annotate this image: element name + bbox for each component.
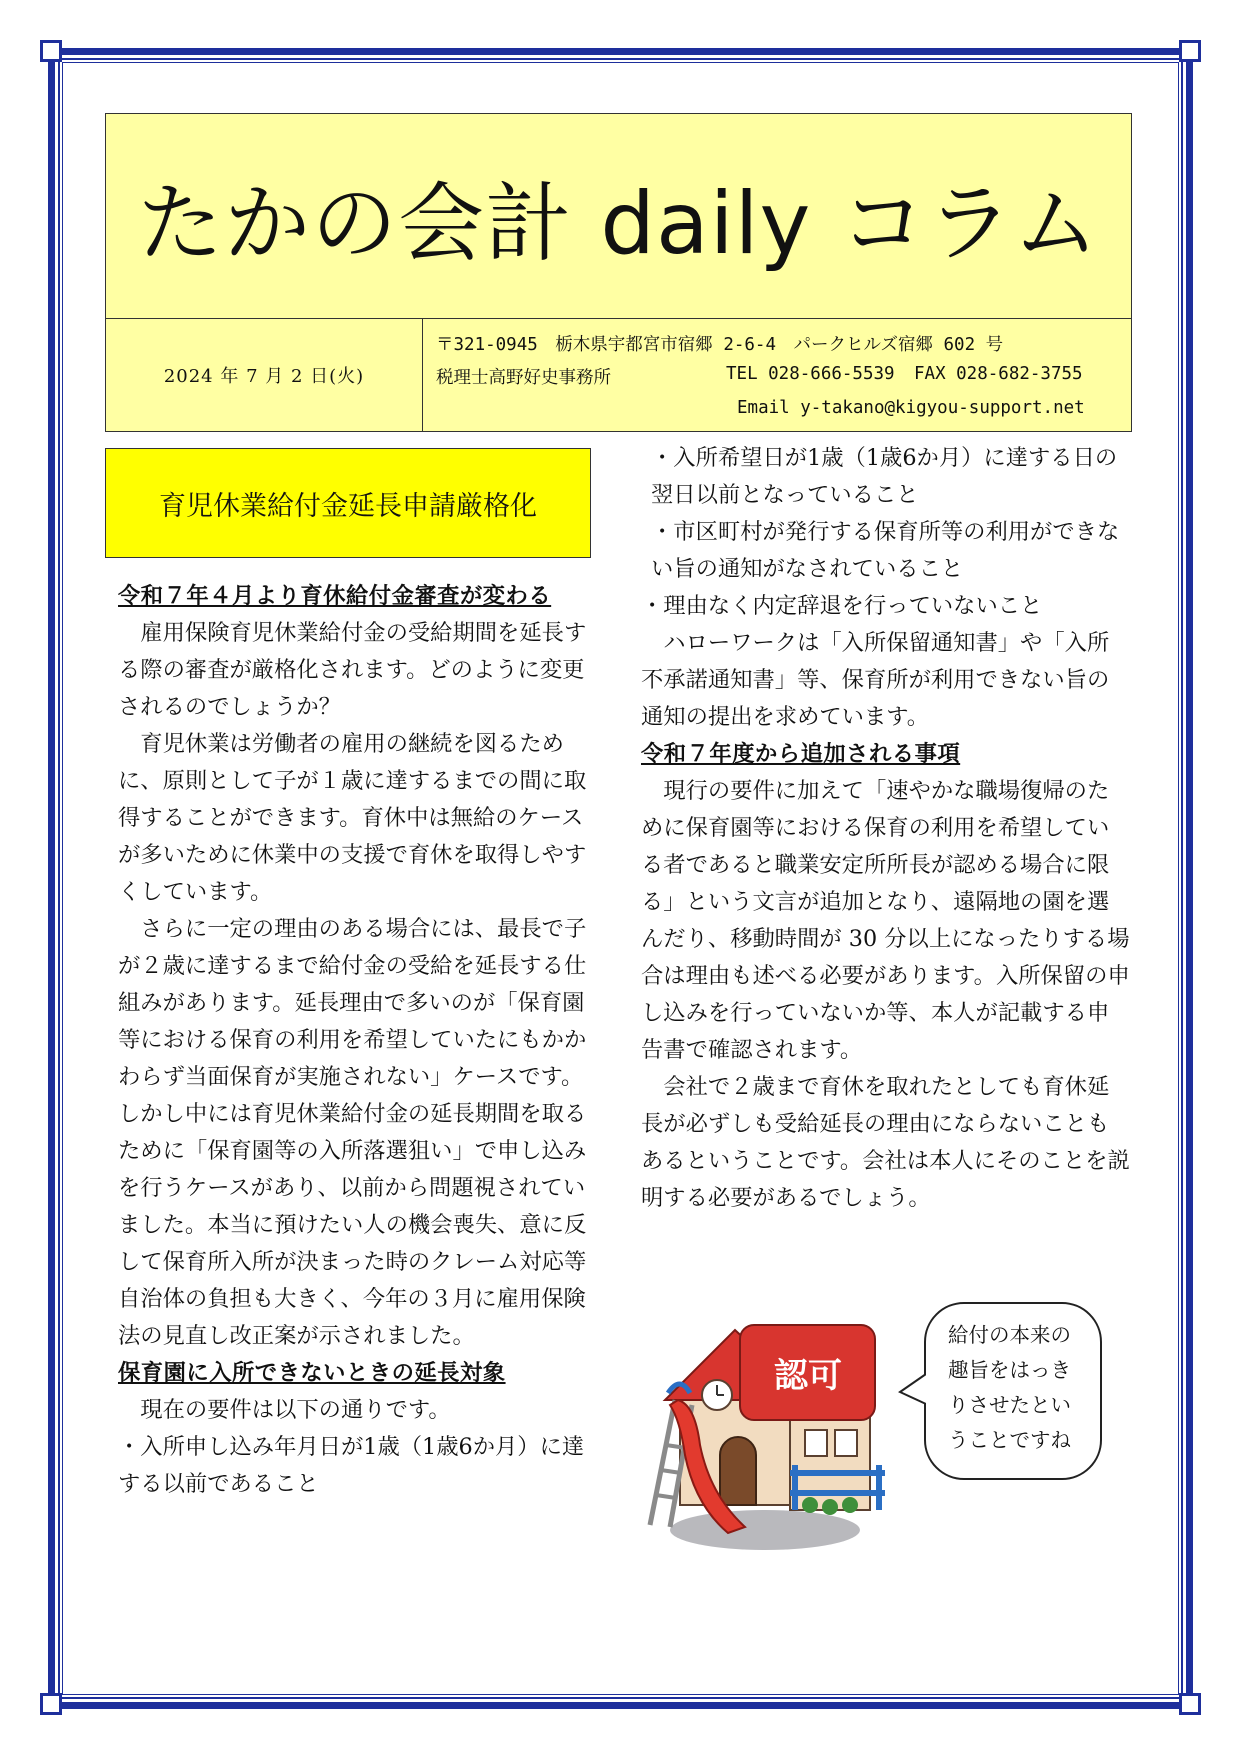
bullet-item: ・市区町村が発行する保育所等の利用ができない旨の通知がなされていること [651,519,1120,582]
paragraph: 現在の要件は以下の通りです。 [140,1397,451,1423]
paragraph: さらに一定の理由のある場合には、最長で子が２歳に達するまで給付金の受給を延長する仕組みがあります。延長理由で多いのが「保育園等における保育の利用を希望していたにもかかわらず当面保育が実施されない」ケースです。しかし中には育児休業給付金の延長期間を取るために「保育園等の入所落選狙い」で申し込みを行うケースがあり、以前から問題視されていました。本当に預けたい人の機会喪失、意に反して保育所入所が決まった時のクレーム対応等自治体の負担も大きく、今年の３月に雇用保険法の見直し改正案が示されました。 [118,916,587,1349]
ninka-sign: 認可 [774,1356,842,1396]
fax-number: FAX 028-682-3755 [914,364,1083,384]
bullet-item: ・理由なく内定辞退を行っていないこと [641,593,1043,619]
paragraph: ハローワークは「入所保留通知書」や「入所不承諾通知書」等、保育所が利用できない旨の通知の提出を求めています。 [641,630,1110,730]
issue-date: 2024 年 7 月 2 日(火) [106,319,423,431]
nursery-school-illustration [640,1295,900,1555]
phone-number: TEL 028-666-5539 [726,364,895,384]
office-name: 税理士高野好史事務所 [436,368,611,388]
paragraph: 現行の要件に加えて「速やかな職場復帰のために保育園等における保育の利用を希望している者であると職業安定所所長が認める場合に限る」という文言が追加となり、遠隔地の園を選んだり、移動時間が 30 分以上になったりする場合は理由も述べる必要があります。入所保留の申し込みを行っていないか等、本人が記載する申告書で確認されます。 [641,778,1130,1063]
door-icon [720,1437,756,1505]
speech-bubble-tail [898,1370,930,1410]
article-headline: 育児休業給付金延長申請厳格化 [105,448,591,558]
border-corner-ornament [1179,1693,1201,1715]
header-box [105,113,1132,432]
article-right-column [641,440,1131,1217]
paragraph: 会社で２歳まで育休を取れたとしても育休延長が必ずしも受給延長の理由にならないこともあるということです。会社は本人にそのことを説明する必要があるでしょう。 [641,1074,1130,1211]
article-left-column [118,578,600,1503]
ground-shadow [670,1510,860,1550]
speech-line: うことですね [948,1428,1071,1452]
speech-bubble [924,1302,1102,1480]
border-corner-ornament [40,40,62,62]
speech-line: 給付の本来の [948,1323,1071,1347]
email-address: Email y-takano@kigyou-support.net [737,398,1085,418]
border-corner-ornament [1179,40,1201,62]
section-heading: 保育園に入所できないときの延長対象 [118,1360,506,1386]
speech-line: りさせたとい [948,1393,1071,1417]
border-corner-ornament [40,1693,62,1715]
address: 〒321-0945 栃木県宇都宮市宿郷 2-6-4 パークヒルズ宿郷 602 号 [436,335,1004,355]
section-heading: 令和７年４月より育休給付金審査が変わる [118,583,552,609]
paragraph: 育児休業は労働者の雇用の継続を図るために、原則として子が１歳に達するまでの間に取得することができます。育休中は無給のケースが多いために休業中の支援で育休を取得しやすくしています。 [118,731,587,905]
bullet-item: ・入所希望日が1歳（1歳6か月）に達する日の翌日以前となっていること [651,445,1118,508]
paragraph: 雇用保険育児休業給付金の受給期間を延長する際の審査が厳格化されます。どのように変更されるのでしょうか？ [118,620,587,720]
contact-info [436,319,1126,431]
page-title: たかの会計 daily コラム [106,114,1131,319]
bullet-item: ・入所申し込み年月日が1歳（1歳6か月）に達する以前であること [118,1434,585,1497]
section-heading: 令和７年度から追加される事項 [641,741,961,767]
speech-line: 趣旨をはっき [948,1358,1071,1382]
